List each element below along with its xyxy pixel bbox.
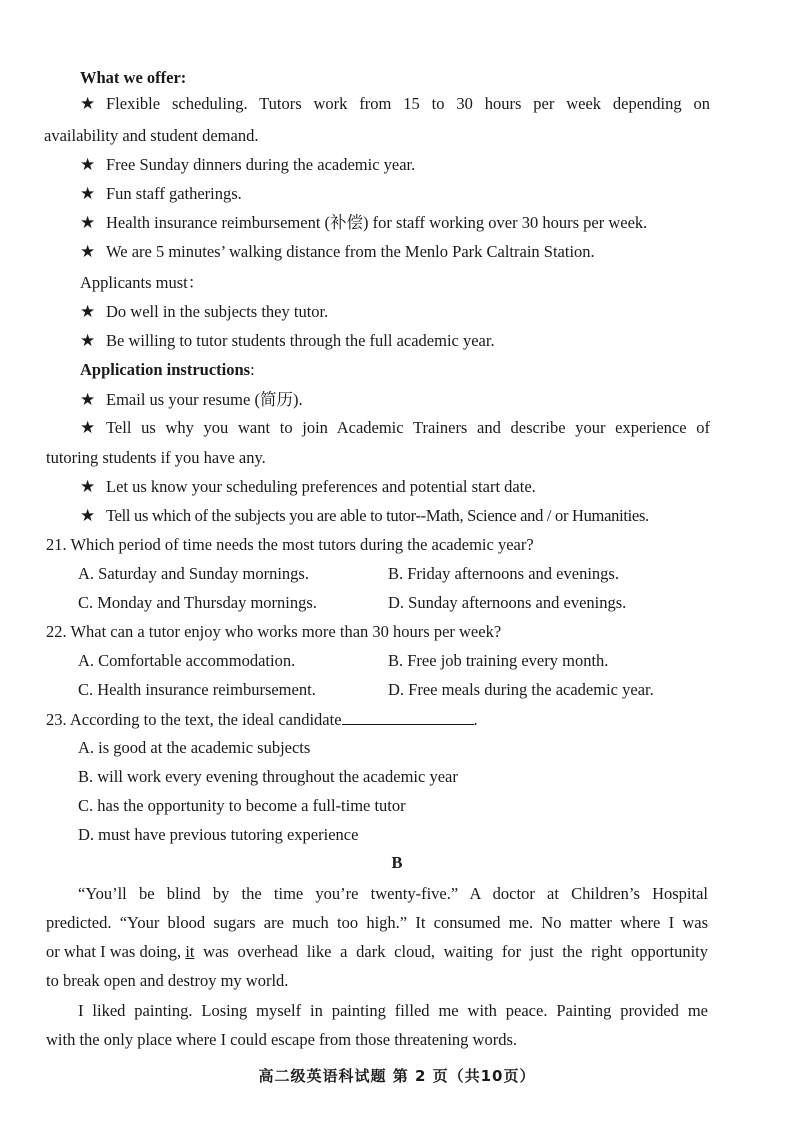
star-icon: ★ <box>80 418 96 438</box>
star-icon: ★ <box>80 242 96 262</box>
passage-b-p2-line2: with the only place where I could escape from those threatening words. <box>46 1030 518 1049</box>
offer-item-text: Fun staff gatherings. <box>106 184 242 203</box>
offer-heading: What we offer: <box>80 68 187 87</box>
question-23-option-c[interactable]: C. has the opportunity to become a full-time tutor <box>78 796 406 815</box>
star-icon: ★ <box>80 155 96 175</box>
question-21-option-a[interactable]: A. Saturday and Sunday mornings. <box>78 564 309 583</box>
passage-b-underlined-it: it <box>185 942 195 961</box>
instructions-heading-colon: : <box>250 360 255 379</box>
question-22-option-c[interactable]: C. Health insurance reimbursement. <box>78 680 316 699</box>
instructions-heading <box>80 360 255 380</box>
page-footer: 高二级英语科试题 第 2 页（共10页） <box>258 1067 536 1085</box>
instructions-item-2-line1: Tell us why you want to join Academic Trainers and describe your experience of <box>106 418 710 437</box>
question-23-stem <box>46 709 478 730</box>
offer-item-2 <box>80 155 415 175</box>
offer-item-1-line1: Flexible scheduling. Tutors work from 15 to 30 hours per week depending on <box>106 94 710 113</box>
passage-b-p1-line3 <box>46 942 708 962</box>
instructions-item-2 <box>80 418 710 438</box>
question-23-option-b[interactable]: B. will work every evening throughout the academic year <box>78 767 458 786</box>
question-21-option-c[interactable]: C. Monday and Thursday mornings. <box>78 593 317 612</box>
instructions-item-text: Let us know your scheduling preferences and potential start date. <box>106 477 536 496</box>
applicants-item-text: Do well in the subjects they tutor. <box>106 302 329 321</box>
question-21-option-d[interactable]: D. Sunday afternoons and evenings. <box>388 593 627 612</box>
question-21-stem: 21. Which period of time needs the most tutors during the academic year? <box>46 535 534 554</box>
passage-b-p2-line1-text: I liked painting. Losing myself in painting filled me with peace. Painting provided me <box>78 1001 708 1020</box>
question-22-option-d[interactable]: D. Free meals during the academic year. <box>388 680 654 699</box>
star-icon: ★ <box>80 390 96 410</box>
passage-b-p1-line3-row <box>46 942 708 962</box>
offer-item-1 <box>80 94 710 114</box>
answer-blank[interactable] <box>342 709 474 725</box>
section-b-label: B <box>391 853 403 872</box>
offer-item-1-line2: availability and student demand. <box>44 126 259 145</box>
star-icon: ★ <box>80 184 96 204</box>
instructions-item-4 <box>80 506 649 526</box>
question-23-stem-end: . <box>473 710 478 729</box>
offer-item-4 <box>80 213 647 233</box>
question-23-stem-text: 23. According to the text, the ideal candidate <box>46 710 342 729</box>
question-22-option-b[interactable]: B. Free job training every month. <box>388 651 609 670</box>
passage-b-p1-line4: to break open and destroy my world. <box>46 971 289 990</box>
instructions-item-2-line2: tutoring students if you have any. <box>46 448 266 467</box>
offer-item-text: Health insurance reimbursement (补偿) for staff working over 30 hours per week. <box>106 213 648 232</box>
star-icon: ★ <box>80 477 96 497</box>
star-icon: ★ <box>80 213 96 233</box>
applicants-item-2 <box>80 331 495 351</box>
question-21-option-b[interactable]: B. Friday afternoons and evenings. <box>388 564 619 583</box>
passage-b-p1-line2-text: predicted. “Your blood sugars are much too high.” It consumed me. No matter where I was <box>46 913 708 932</box>
passage-b-p1-line3-pre: or what I was doing, <box>46 942 186 961</box>
question-23-option-d[interactable]: D. must have previous tutoring experience <box>78 825 359 844</box>
passage-b-p1-line1 <box>78 884 708 904</box>
applicants-heading: Applicants must： <box>80 273 205 292</box>
instructions-item-text: Email us your resume (简历). <box>106 390 303 409</box>
passage-b-p1-line1-text: “You’ll be blind by the time you’re twenty-five.” A doctor at Children’s Hospital <box>78 884 708 903</box>
passage-b-p1-line3-post: was overhead like a dark cloud, waiting for just the right opportunity <box>194 942 708 961</box>
offer-item-text: Free Sunday dinners during the academic year. <box>106 155 416 174</box>
applicants-item-1 <box>80 302 328 322</box>
instructions-heading-text: Application instructions <box>80 360 251 379</box>
offer-item-3 <box>80 184 242 204</box>
passage-b-p2-line1 <box>78 1001 708 1021</box>
star-icon: ★ <box>80 506 95 526</box>
question-22-stem: 22. What can a tutor enjoy who works more than 30 hours per week? <box>46 622 502 641</box>
instructions-item-text: Tell us which of the subjects you are able to tutor--Math, Science and / or Humanities. <box>106 506 649 525</box>
instructions-item-1 <box>80 390 303 410</box>
question-22-option-a[interactable]: A. Comfortable accommodation. <box>78 651 296 670</box>
star-icon: ★ <box>80 302 96 322</box>
question-23-option-a[interactable]: A. is good at the academic subjects <box>78 738 311 757</box>
instructions-item-3 <box>80 477 536 497</box>
star-icon: ★ <box>80 331 96 351</box>
star-icon: ★ <box>80 94 96 114</box>
passage-b-p1-line2 <box>46 913 708 933</box>
applicants-item-text: Be willing to tutor students through the full academic year. <box>106 331 495 350</box>
offer-item-text: We are 5 minutes’ walking distance from the Menlo Park Caltrain Station. <box>106 242 595 261</box>
offer-item-5 <box>80 242 595 262</box>
